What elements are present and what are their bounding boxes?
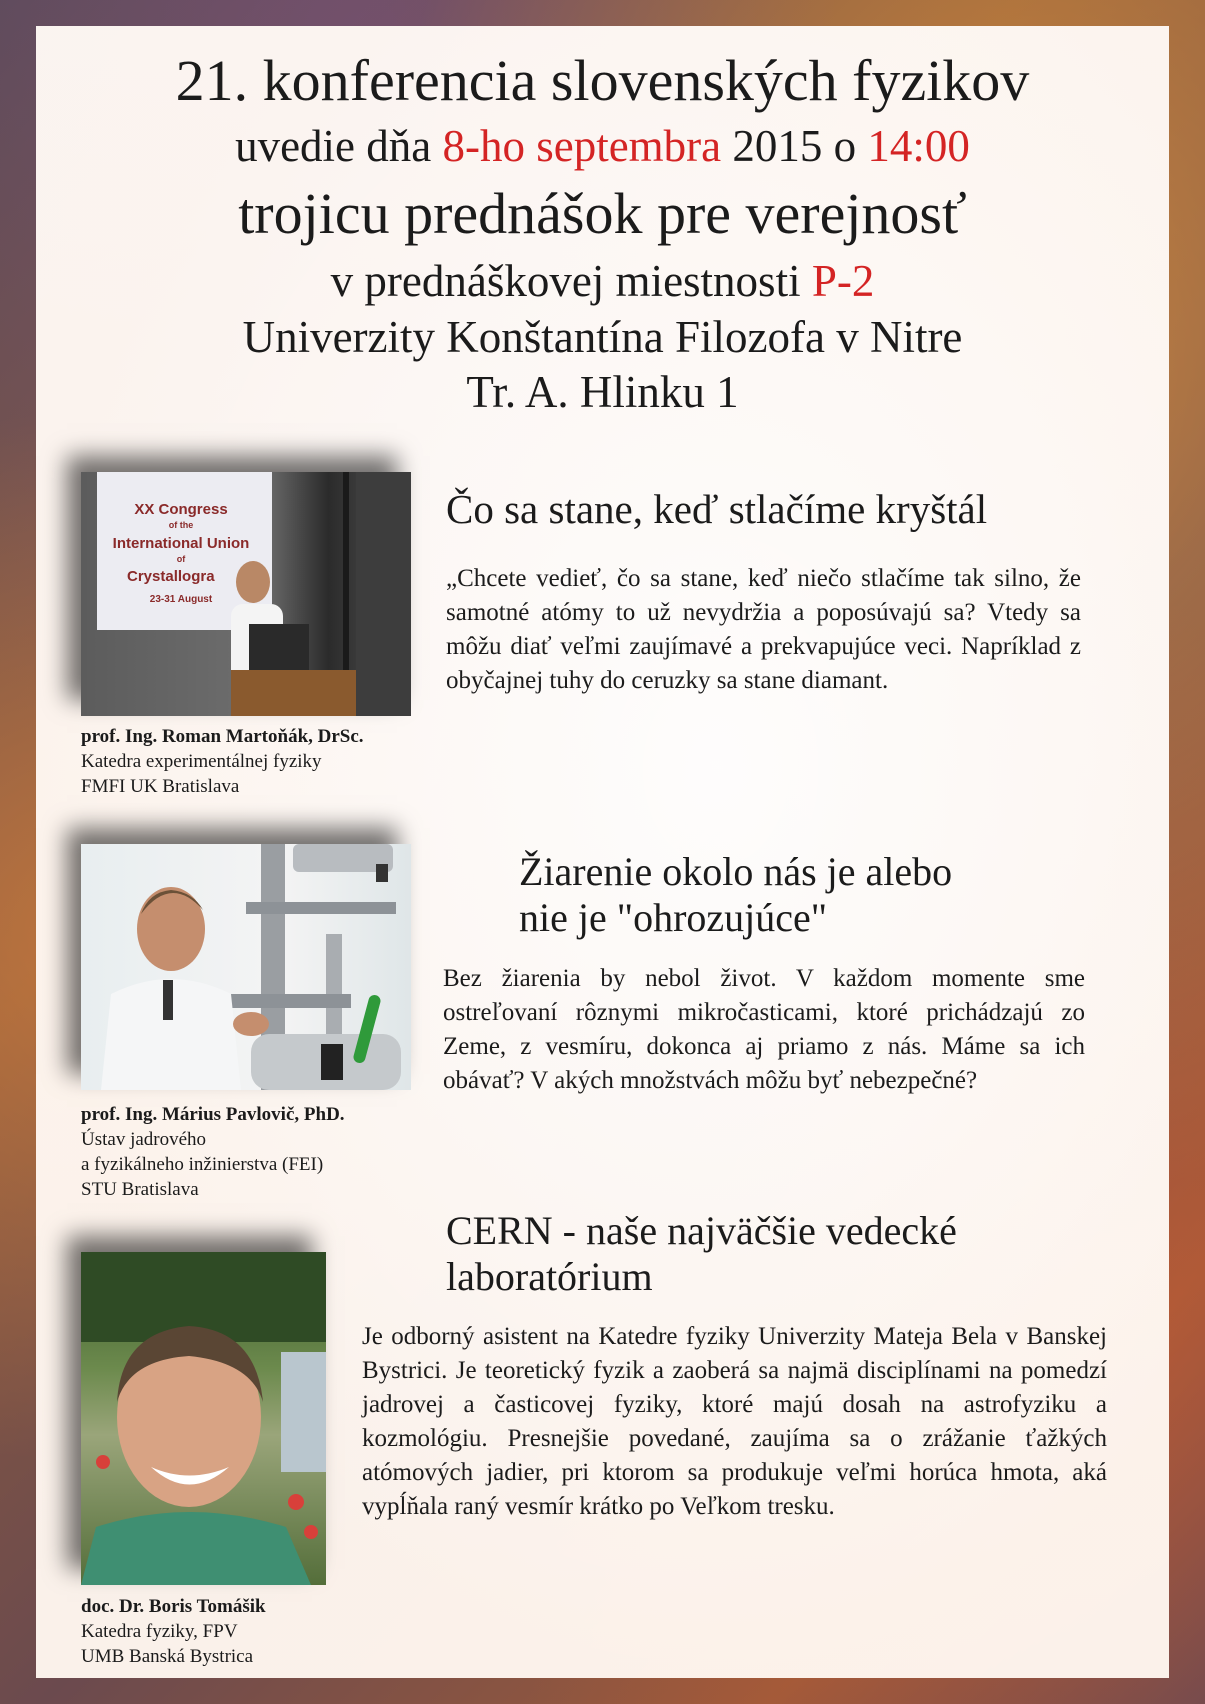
speaker-affiliation: Ústav jadrového: [81, 1129, 207, 1150]
svg-text:Crystallogra: Crystallogra: [127, 568, 215, 585]
lecture-title-3: CERN - naše najväčšie vedecké laboratórium: [446, 1208, 957, 1299]
speaker-affiliation: Katedra fyziky, FPV: [81, 1621, 238, 1642]
event-date-line: uvedie dňa 8-ho septembra 2015 o 14:00: [235, 121, 970, 171]
venue-university: Univerzity Konštantína Filozofa v Nitre: [242, 312, 963, 362]
speaker-photo-tomasik: [81, 1252, 326, 1585]
speaker-affiliation: STU Bratislava: [81, 1179, 199, 1200]
speaker-photo-martonak: [81, 472, 411, 716]
speaker-caption-2: [81, 1102, 345, 1202]
svg-text:of the: of the: [168, 520, 194, 530]
speaker-affiliation: FMFI UK Bratislava: [81, 776, 240, 797]
speaker-affiliation: Katedra experimentálnej fyziky: [81, 751, 322, 772]
lecture-podium-illustration: [81, 472, 411, 716]
speaker-name: prof. Ing. Márius Pavlovič, PhD.: [81, 1104, 345, 1125]
lecture-text-1: „Chcete vedieť, čo sa stane, keď niečo stlačíme tak silno, že samotné atómy to už nevydržia a poposúvajú sa? Vtedy sa môžu diať veľmi zaujímavé a prekvapujúce veci. Napríklad z obyčajnej tuhy do ceruzky sa stane diamant.: [446, 565, 1081, 694]
event-date: 8-ho septembra: [442, 121, 722, 171]
speaker-photo-pavlovic: [81, 844, 411, 1090]
lecture-title-2: Žiarenie okolo nás je alebo nie je "ohrozujúce": [519, 849, 953, 940]
room-number: P-2: [811, 256, 875, 306]
speaker-caption-1: [81, 724, 364, 799]
conference-title: 21. konferencia slovenských fyzikov: [175, 48, 1030, 113]
svg-text:23-31 August: 23-31 August: [149, 594, 213, 605]
speaker-affiliation: a fyzikálneho inžinierstva (FEI): [81, 1154, 324, 1175]
venue-address: Tr. A. Hlinku 1: [466, 367, 739, 417]
event-time: 14:00: [867, 121, 970, 171]
lecture-title-1: Čo sa stane, keď stlačíme kryštál: [446, 486, 988, 532]
speaker-name: doc. Dr. Boris Tomášik: [81, 1596, 266, 1617]
speaker-affiliation: UMB Banská Bystrica: [81, 1646, 254, 1667]
lecture-text-3: Je odborný asistent na Katedre fyziky Univerzity Mateja Bela v Banskej Bystrici. Je teoretický fyzik a zaoberá sa najmä disciplínami na pomedzí jadrovej a časticovej fyziky, ktoré majú dosah na astrofyziku a kozmológiu. Presnejšie povedané, zaujíma sa o zrážanie ťažkých atómových jadier, pri ktorom sa produkuje veľmi horúca hmota, aká vypĺňala raný vesmír krátko po Veľkom tresku.: [362, 1323, 1107, 1520]
svg-text:International Union: International Union: [112, 535, 250, 552]
event-subtitle: trojicu prednášok pre verejnosť: [238, 181, 967, 246]
speaker-name: prof. Ing. Roman Martoňák, DrSc.: [81, 726, 364, 747]
svg-text:of: of: [176, 554, 186, 564]
portrait-illustration: [81, 1252, 326, 1585]
speaker-caption-3: [81, 1594, 266, 1669]
lecture-text-2: Bez žiarenia by nebol život. V každom momente sme ostreľovaní rôznymi mikročasticami, ktoré prichádzajú zo Zeme, z vesmíru, dokonca aj priamo z nás. Máme sa ich obávať? V akých množstvách môžu byť nebezpečné?: [443, 965, 1085, 1094]
venue-room-line: v prednáškovej miestnosti P-2: [330, 256, 875, 306]
laboratory-illustration: [81, 844, 411, 1090]
svg-text:XX Congress: XX Congress: [134, 501, 228, 518]
